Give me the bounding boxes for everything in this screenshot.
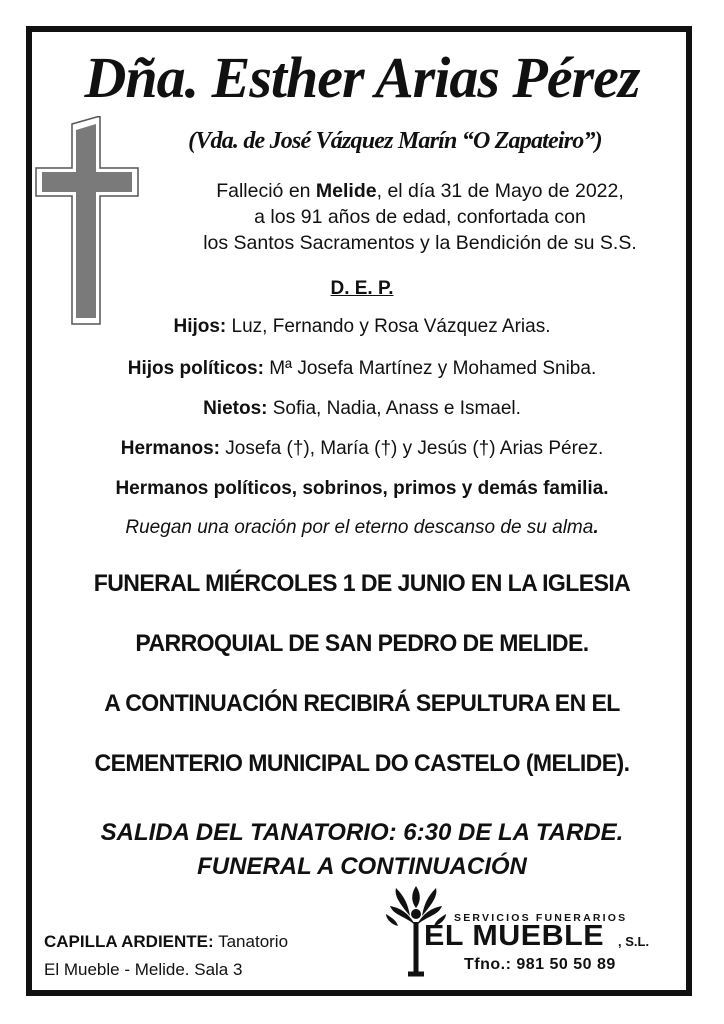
capilla-ardiente <box>44 928 288 984</box>
death-place: Melide <box>315 180 377 202</box>
family-hermanos: Hermanos: Josefa (†), María (†) y Jesús (†) Arias Pérez. <box>120 438 604 459</box>
family-hijos-politicos: Hijos políticos: Mª Josefa Martínez y Mohamed Sniba. <box>127 358 597 379</box>
death-notice <box>150 178 690 256</box>
deceased-name: Dña. Esther Arias Pérez <box>84 45 640 110</box>
logo-subtitle: SERVICIOS FUNERARIOS <box>454 912 628 924</box>
salida-block <box>0 816 724 884</box>
death-line-1: Falleció en Melide, el día 31 de Mayo de 2022, <box>216 180 624 202</box>
capilla-line-1: CAPILLA ARDIENTE: Tanatorio <box>44 932 289 951</box>
salida-line-2: FUNERAL A CONTINUACIÓN <box>197 853 527 880</box>
funeral-line-2: PARROQUIAL DE SAN PEDRO DE MELIDE. <box>135 630 589 657</box>
logo-suffix: , S.L. <box>618 934 650 949</box>
funeral-line-3: A CONTINUACIÓN RECIBIRÁ SEPULTURA EN EL <box>104 690 620 717</box>
salida-line-1: SALIDA DEL TANATORIO: 6:30 DE LA TARDE. <box>100 819 624 846</box>
family-others: Hermanos políticos, sobrinos, primos y demás familia. <box>115 478 609 499</box>
logo-brand: EL MUEBLE <box>424 920 605 952</box>
capilla-line-2: El Mueble - Melide. Sala 3 <box>44 960 243 979</box>
dep-heading: D. E. P. <box>330 278 394 299</box>
family-nietos: Nietos: Sofia, Nadia, Anass e Ismael. <box>203 398 521 419</box>
logo-phone: Tfno.: 981 50 50 89 <box>464 956 616 973</box>
death-line-2: a los 91 años de edad, confortada con <box>254 206 586 228</box>
funeral-home-logo <box>386 884 666 980</box>
widow-of-line: (Vda. de José Vázquez Marín “O Zapateiro”) <box>188 128 602 154</box>
prayer-line: Ruegan una oración por el eterno descanso de su alma. <box>125 517 599 538</box>
funeral-line-4: CEMENTERIO MUNICIPAL DO CASTELO (MELIDE). <box>94 750 630 777</box>
death-line-3: los Santos Sacramentos y la Bendición de su S.S. <box>203 232 637 254</box>
funeral-line-1: FUNERAL MIÉRCOLES 1 DE JUNIO EN LA IGLESIA <box>93 570 631 597</box>
family-hijos: Hijos: Luz, Fernando y Rosa Vázquez Arias. <box>173 316 551 337</box>
